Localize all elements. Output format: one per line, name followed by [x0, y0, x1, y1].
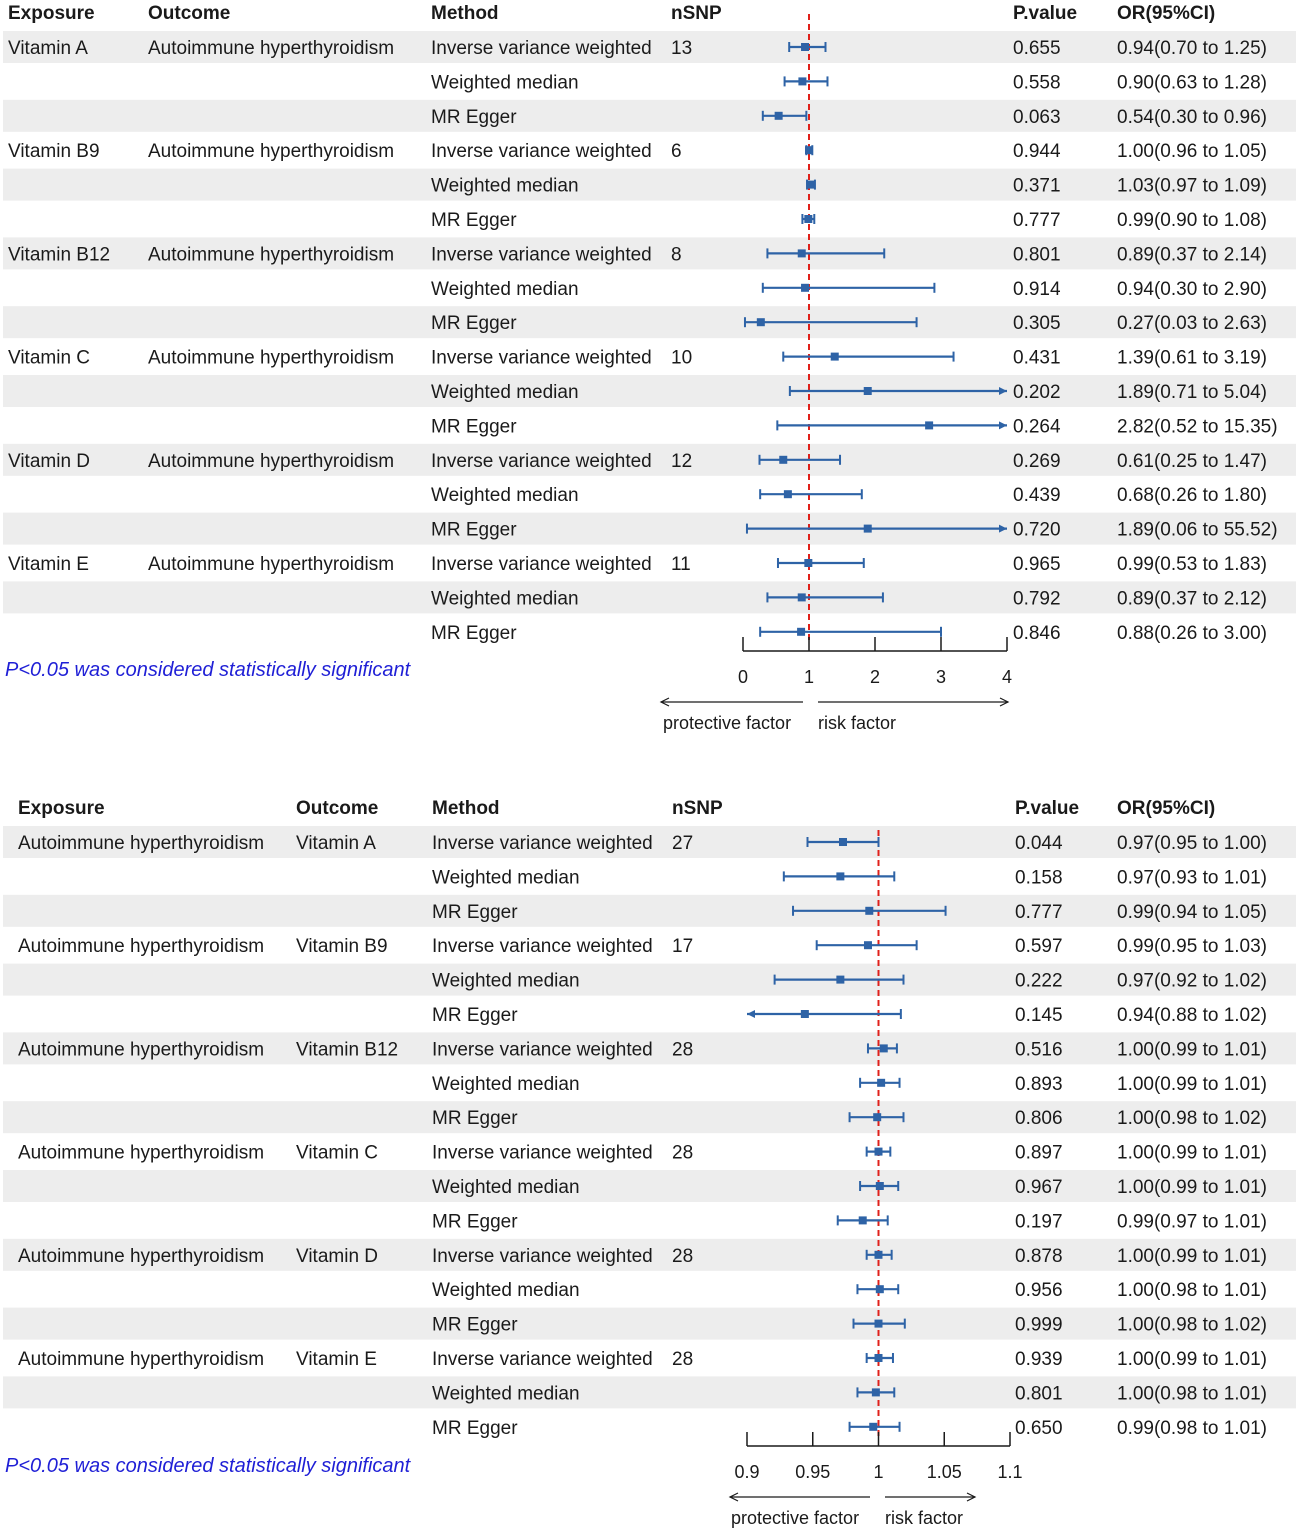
cell-or-ci: 1.00(0.98 to 1.01) [1117, 1280, 1267, 1302]
cell-outcome: Vitamin E [296, 1349, 377, 1370]
point-estimate [875, 1251, 883, 1259]
forest-panel-1 [3, 3, 1296, 733]
point-estimate [801, 284, 809, 292]
cell-method: Weighted median [431, 485, 579, 507]
row-stripe [3, 581, 1296, 613]
point-estimate [839, 838, 847, 846]
cell-pvalue: 0.516 [1015, 1039, 1063, 1061]
cell-or-ci: 0.89(0.37 to 2.12) [1117, 588, 1267, 610]
point-estimate [831, 353, 839, 361]
point-estimate [877, 1079, 885, 1087]
point-estimate [859, 1216, 867, 1224]
cell-pvalue: 0.597 [1015, 936, 1063, 958]
cell-exposure: Autoimmune hyperthyroidism [18, 1349, 265, 1370]
cell-or-ci: 0.97(0.92 to 1.02) [1117, 970, 1267, 992]
cell-nsnp: 12 [671, 450, 693, 472]
cell-nsnp: 17 [672, 936, 694, 958]
row-stripe [3, 964, 1296, 996]
cell-method: MR Egger [431, 313, 517, 335]
cell-method: Inverse variance weighted [432, 1039, 653, 1061]
point-estimate [864, 387, 872, 395]
cell-pvalue: 0.264 [1013, 416, 1061, 438]
x-tick-label: 3 [935, 667, 947, 687]
cell-method: Weighted median [432, 867, 580, 889]
cell-pvalue: 0.439 [1013, 485, 1061, 507]
cell-outcome: Autoimmune hyperthyroidism [148, 450, 395, 472]
cell-exposure: Autoimmune hyperthyroidism [18, 936, 265, 958]
cell-nsnp: 28 [672, 1039, 694, 1061]
cell-or-ci: 0.27(0.03 to 2.63) [1117, 313, 1267, 335]
cell-method: MR Egger [431, 622, 517, 644]
row-stripe [3, 100, 1296, 132]
cell-or-ci: 0.54(0.30 to 0.96) [1117, 106, 1267, 128]
cell-method: Inverse variance weighted [432, 1349, 653, 1370]
cell-method: Weighted median [431, 588, 579, 610]
cell-pvalue: 0.878 [1015, 1245, 1063, 1267]
cell-method: Inverse variance weighted [432, 936, 653, 958]
point-estimate [872, 1388, 880, 1396]
cell-outcome: Autoimmune hyperthyroidism [148, 141, 395, 163]
point-estimate [864, 525, 872, 533]
cell-pvalue: 0.801 [1015, 1383, 1063, 1405]
cell-outcome: Autoimmune hyperthyroidism [148, 38, 395, 59]
cell-or-ci: 0.97(0.93 to 1.01) [1117, 867, 1267, 889]
header-pvalue: P.value [1013, 3, 1078, 24]
point-estimate [798, 249, 806, 257]
x-tick-label: 0.9 [734, 1462, 760, 1482]
cell-pvalue: 0.655 [1013, 38, 1061, 59]
cell-pvalue: 0.944 [1013, 141, 1061, 163]
cell-or-ci: 0.99(0.98 to 1.01) [1117, 1417, 1267, 1439]
cell-or-ci: 1.03(0.97 to 1.09) [1117, 175, 1267, 197]
cell-pvalue: 0.158 [1015, 867, 1063, 889]
row-stripe [3, 1376, 1296, 1408]
cell-pvalue: 0.777 [1013, 210, 1061, 231]
cell-exposure: Vitamin B9 [8, 141, 100, 163]
cell-pvalue: 0.897 [1015, 1142, 1063, 1164]
cell-method: Weighted median [432, 1280, 580, 1302]
row-stripe [3, 169, 1296, 201]
significance-note: P<0.05 was considered statistically significant [5, 1455, 411, 1477]
cell-exposure: Autoimmune hyperthyroidism [18, 1039, 265, 1061]
point-estimate [873, 1113, 881, 1121]
cell-pvalue: 0.914 [1013, 278, 1061, 300]
point-estimate [801, 1010, 809, 1018]
row-stripe [3, 375, 1296, 407]
cell-method: Inverse variance weighted [431, 347, 652, 369]
cell-method: MR Egger [431, 519, 517, 541]
cell-pvalue: 0.371 [1013, 175, 1061, 197]
cell-outcome: Autoimmune hyperthyroidism [148, 554, 395, 575]
header-or-ci: OR(95%CI) [1117, 3, 1216, 24]
cell-exposure: Autoimmune hyperthyroidism [18, 1245, 265, 1267]
cell-pvalue: 0.777 [1015, 901, 1063, 923]
cell-or-ci: 1.00(0.99 to 1.01) [1117, 1073, 1267, 1095]
header-method: Method [431, 3, 499, 24]
point-estimate [797, 628, 805, 636]
cell-method: Weighted median [432, 1383, 580, 1405]
cell-or-ci: 0.90(0.63 to 1.28) [1117, 72, 1267, 94]
cell-or-ci: 1.00(0.98 to 1.02) [1117, 1314, 1267, 1336]
cell-method: Inverse variance weighted [432, 1245, 653, 1267]
row-stripe [3, 895, 1296, 927]
cell-exposure: Vitamin D [8, 450, 91, 472]
cell-method: Weighted median [432, 970, 580, 992]
cell-pvalue: 0.965 [1013, 554, 1061, 575]
point-estimate [779, 456, 787, 464]
point-estimate [869, 1423, 877, 1431]
row-stripe [3, 513, 1296, 545]
cell-method: Weighted median [431, 72, 579, 94]
cell-pvalue: 0.431 [1013, 347, 1061, 369]
cell-outcome: Autoimmune hyperthyroidism [148, 347, 395, 369]
header-exposure: Exposure [8, 3, 95, 24]
cell-method: Inverse variance weighted [431, 244, 652, 266]
cell-method: Weighted median [432, 1177, 580, 1198]
cell-or-ci: 0.99(0.95 to 1.03) [1117, 936, 1267, 958]
cell-or-ci: 1.89(0.71 to 5.04) [1117, 382, 1267, 403]
point-estimate [880, 1044, 888, 1052]
point-estimate [805, 146, 813, 154]
cell-or-ci: 1.00(0.99 to 1.01) [1117, 1177, 1267, 1198]
header-method: Method [432, 798, 500, 819]
cell-pvalue: 0.305 [1013, 313, 1061, 335]
cell-or-ci: 2.82(0.52 to 15.35) [1117, 416, 1278, 438]
row-stripe [3, 1101, 1296, 1133]
cell-pvalue: 0.650 [1015, 1417, 1063, 1439]
cell-pvalue: 0.999 [1015, 1314, 1063, 1336]
cell-or-ci: 0.89(0.37 to 2.14) [1117, 244, 1267, 266]
row-stripe [3, 306, 1296, 338]
cell-nsnp: 10 [671, 347, 693, 369]
cell-exposure: Autoimmune hyperthyroidism [18, 1142, 265, 1164]
risk-factor-label: risk factor [885, 1508, 964, 1528]
ci-arrow-right [999, 421, 1007, 429]
cell-or-ci: 1.00(0.96 to 1.05) [1117, 141, 1267, 163]
cell-nsnp: 28 [672, 1245, 694, 1267]
cell-method: Inverse variance weighted [431, 141, 652, 163]
point-estimate [804, 559, 812, 567]
point-estimate [836, 872, 844, 880]
cell-outcome: Vitamin A [296, 833, 376, 854]
cell-method: MR Egger [432, 1417, 518, 1439]
point-estimate [864, 941, 872, 949]
cell-outcome: Vitamin B9 [296, 936, 388, 958]
cell-or-ci: 0.99(0.94 to 1.05) [1117, 901, 1267, 923]
point-estimate [876, 1285, 884, 1293]
cell-pvalue: 0.792 [1013, 588, 1061, 610]
cell-method: MR Egger [432, 1108, 518, 1130]
point-estimate [876, 1182, 884, 1190]
cell-method: MR Egger [431, 106, 517, 128]
cell-or-ci: 1.00(0.99 to 1.01) [1117, 1349, 1267, 1370]
cell-or-ci: 0.61(0.25 to 1.47) [1117, 450, 1267, 472]
cell-exposure: Autoimmune hyperthyroidism [18, 833, 265, 854]
significance-note: P<0.05 was considered statistically significant [5, 659, 411, 681]
header-exposure: Exposure [18, 798, 105, 819]
cell-method: Inverse variance weighted [432, 833, 653, 854]
point-estimate [925, 421, 933, 429]
cell-or-ci: 0.97(0.95 to 1.00) [1117, 833, 1267, 854]
cell-nsnp: 27 [672, 833, 694, 854]
cell-or-ci: 1.00(0.98 to 1.01) [1117, 1383, 1267, 1405]
point-estimate [798, 77, 806, 85]
cell-exposure: Vitamin C [8, 347, 91, 369]
cell-or-ci: 1.89(0.06 to 55.52) [1117, 519, 1278, 541]
cell-pvalue: 0.145 [1015, 1005, 1063, 1026]
protective-factor-label: protective factor [731, 1508, 860, 1528]
cell-pvalue: 0.044 [1015, 833, 1063, 854]
cell-method: MR Egger [432, 901, 518, 923]
row-stripe [3, 1308, 1296, 1340]
cell-pvalue: 0.956 [1015, 1280, 1063, 1302]
cell-nsnp: 11 [671, 554, 691, 575]
cell-method: MR Egger [432, 1314, 518, 1336]
point-estimate [836, 976, 844, 984]
cell-or-ci: 0.99(0.97 to 1.01) [1117, 1211, 1267, 1233]
cell-method: Inverse variance weighted [431, 554, 652, 575]
cell-nsnp: 8 [671, 244, 682, 266]
point-estimate [801, 43, 809, 51]
point-estimate [875, 1320, 883, 1328]
cell-outcome: Vitamin D [296, 1245, 379, 1267]
cell-method: Inverse variance weighted [432, 1142, 653, 1164]
x-tick-label: 0 [737, 667, 749, 687]
cell-outcome: Vitamin C [296, 1142, 379, 1164]
cell-pvalue: 0.222 [1015, 970, 1063, 992]
cell-method: Weighted median [431, 278, 579, 300]
point-estimate [757, 318, 765, 326]
header-outcome: Outcome [148, 3, 231, 24]
cell-or-ci: 1.00(0.99 to 1.01) [1117, 1039, 1267, 1061]
point-estimate [784, 490, 792, 498]
cell-or-ci: 0.68(0.26 to 1.80) [1117, 485, 1267, 507]
cell-pvalue: 0.269 [1013, 450, 1061, 472]
cell-method: MR Egger [432, 1211, 518, 1233]
cell-pvalue: 0.202 [1013, 382, 1061, 403]
cell-method: Inverse variance weighted [431, 450, 652, 472]
cell-method: Weighted median [431, 175, 579, 197]
cell-exposure: Vitamin E [8, 554, 89, 575]
cell-method: Inverse variance weighted [431, 38, 652, 59]
point-estimate [775, 112, 783, 120]
header-pvalue: P.value [1015, 798, 1080, 819]
cell-pvalue: 0.720 [1013, 519, 1061, 541]
cell-exposure: Vitamin A [8, 38, 88, 59]
x-tick-label: 0.95 [795, 1462, 831, 1482]
cell-or-ci: 1.00(0.98 to 1.02) [1117, 1108, 1267, 1130]
cell-pvalue: 0.801 [1013, 244, 1061, 266]
cell-or-ci: 0.94(0.88 to 1.02) [1117, 1005, 1267, 1026]
cell-pvalue: 0.558 [1013, 72, 1061, 94]
cell-method: Weighted median [431, 382, 579, 403]
point-estimate [865, 907, 873, 915]
cell-pvalue: 0.893 [1015, 1073, 1063, 1095]
point-estimate [798, 593, 806, 601]
cell-or-ci: 1.39(0.61 to 3.19) [1117, 347, 1267, 369]
risk-factor-label: risk factor [818, 713, 897, 733]
protective-factor-label: protective factor [663, 713, 792, 733]
cell-pvalue: 0.939 [1015, 1349, 1063, 1370]
point-estimate [807, 181, 815, 189]
point-estimate [875, 1354, 883, 1362]
cell-method: Weighted median [432, 1073, 580, 1095]
cell-pvalue: 0.846 [1013, 622, 1061, 644]
cell-or-ci: 1.00(0.99 to 1.01) [1117, 1142, 1267, 1164]
header-nsnp: nSNP [672, 798, 723, 819]
cell-or-ci: 1.00(0.99 to 1.01) [1117, 1245, 1267, 1267]
cell-outcome: Vitamin B12 [296, 1039, 399, 1061]
cell-or-ci: 0.94(0.70 to 1.25) [1117, 38, 1267, 59]
cell-method: MR Egger [432, 1005, 518, 1026]
x-tick-label: 2 [869, 667, 881, 687]
cell-nsnp: 6 [671, 141, 682, 163]
x-tick-label: 1 [873, 1462, 884, 1482]
cell-or-ci: 0.99(0.53 to 1.83) [1117, 554, 1267, 575]
header-or-ci: OR(95%CI) [1117, 798, 1216, 819]
cell-or-ci: 0.99(0.90 to 1.08) [1117, 210, 1267, 231]
cell-method: MR Egger [431, 416, 517, 438]
cell-outcome: Autoimmune hyperthyroidism [148, 244, 395, 266]
cell-or-ci: 0.88(0.26 to 3.00) [1117, 622, 1267, 644]
cell-exposure: Vitamin B12 [8, 244, 111, 266]
header-nsnp: nSNP [671, 3, 722, 24]
cell-pvalue: 0.967 [1015, 1177, 1063, 1198]
forest-panel-2 [3, 798, 1296, 1528]
cell-or-ci: 0.94(0.30 to 2.90) [1117, 278, 1267, 300]
point-estimate [804, 215, 812, 223]
header-outcome: Outcome [296, 798, 379, 819]
cell-method: MR Egger [431, 210, 517, 231]
cell-pvalue: 0.806 [1015, 1108, 1063, 1130]
cell-pvalue: 0.197 [1015, 1211, 1063, 1233]
cell-nsnp: 28 [672, 1349, 694, 1370]
cell-nsnp: 13 [671, 38, 693, 59]
row-stripe [3, 1170, 1296, 1202]
ci-arrow-left [747, 1010, 755, 1018]
x-tick-label: 1.05 [926, 1462, 962, 1482]
cell-pvalue: 0.063 [1013, 106, 1061, 128]
x-tick-label: 1.1 [997, 1462, 1023, 1482]
x-tick-label: 4 [1001, 667, 1013, 687]
cell-nsnp: 28 [672, 1142, 694, 1164]
x-tick-label: 1 [803, 667, 815, 687]
point-estimate [875, 1148, 883, 1156]
